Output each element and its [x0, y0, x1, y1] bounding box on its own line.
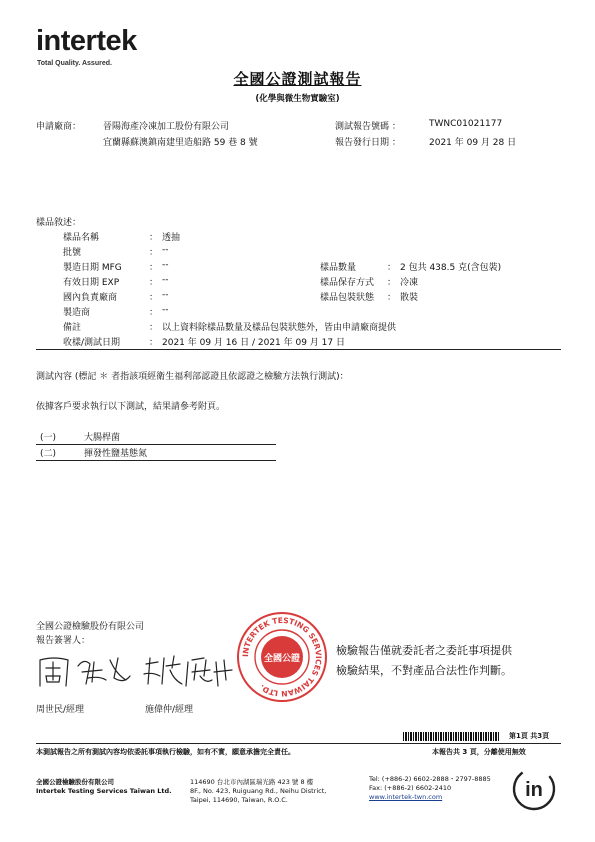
handwritten-signatures — [34, 650, 234, 692]
report-subtitle: (化學與微生物實驗室) — [255, 94, 340, 104]
footer-company-cn: 全國公證檢驗股份有限公司 — [36, 778, 114, 786]
applicant-label: 申請廠商： — [36, 122, 82, 132]
applicant-address: 宜蘭縣蘇澳鎮南建里造船路 59 巷 8 號 — [103, 138, 258, 148]
report-title: 全國公證測試報告 — [233, 70, 362, 88]
report-number-label: 測試報告號碼 ： — [335, 122, 401, 132]
sample-value: -- — [162, 290, 169, 300]
sample-colon: ： — [387, 293, 397, 303]
sample-value: -- — [162, 245, 169, 255]
intertek-logo: intertek — [36, 25, 137, 57]
section-divider — [36, 349, 561, 350]
sample-label: 有效日期 EXP — [63, 278, 120, 288]
sample-label: 製造日期 MFG — [63, 263, 122, 273]
responsibility-notice: 本測試報告之所有測試內容均依委託事項執行檢驗，如有不實，願意承擔完全責任。 — [36, 748, 295, 756]
sample-colon: ： — [149, 248, 159, 258]
sample-label: 樣品保存方式 — [320, 278, 375, 288]
test-item-divider — [36, 444, 276, 445]
signing-company: 全國公證檢驗股份有限公司 — [36, 622, 145, 632]
footer-tel: Tel: (+886-2) 6602-2888・2797-8885 — [369, 775, 491, 783]
sample-label: 備註 — [63, 323, 82, 333]
sample-label: 國內負責廠商 — [63, 293, 118, 303]
svg-text:in: in — [525, 779, 543, 801]
logo-tagline: Total Quality. Assured. — [37, 60, 112, 67]
sample-label: 樣品名稱 — [63, 233, 100, 243]
test-item-number: (二) — [40, 449, 57, 459]
test-note: 依據客戶要求執行以下測試，結果請參考附頁。 — [36, 402, 226, 412]
sample-colon: ： — [149, 308, 159, 318]
company-seal-stamp — [236, 611, 328, 703]
test-content-line: 測試內容 (標記 ＊ 者指該項經衛生福利部認證且依認證之檢驗方法執行測試)： — [36, 372, 349, 382]
sample-value: -- — [162, 275, 169, 285]
stamp-center-text: 全國公證 — [263, 654, 301, 664]
sample-value: 冷凍 — [400, 278, 419, 288]
disclaimer-line1: 檢驗報告僅就委託者之委託事項提供 — [336, 644, 512, 657]
report-date: 2021 年 09 月 28 日 — [429, 138, 517, 148]
footer-divider — [36, 743, 561, 744]
footer-company-en: Intertek Testing Services Taiwan Ltd. — [36, 787, 172, 795]
sample-colon: ： — [149, 323, 159, 333]
sample-heading: 樣品敘述： — [36, 218, 82, 228]
report-date-label: 報告發行日期 ： — [335, 138, 401, 148]
sample-colon: ： — [149, 233, 159, 243]
disclaimer-line2: 檢驗結果，不對產品合法性作判斷。 — [336, 664, 512, 677]
sample-value: 散裝 — [400, 293, 419, 303]
report-number: TWNC01021177 — [429, 119, 503, 129]
sample-value: 2 包共 438.5 克(含包裝) — [400, 263, 502, 273]
page-count-notice: 本報告共 3 頁，分離使用無效 — [432, 748, 526, 756]
sample-value: 2021 年 09 月 16 日 / 2021 年 09 月 17 日 — [162, 338, 345, 348]
sample-value: -- — [162, 260, 169, 270]
sample-colon: ： — [149, 293, 159, 303]
sample-value: -- — [162, 305, 169, 315]
barcode — [403, 732, 500, 741]
footer-address-cn: 114690 台北市內湖區瑞光路 423 號 8 樓 — [190, 778, 314, 786]
sample-label: 收樣/測試日期 — [63, 338, 121, 348]
sample-colon: ： — [387, 263, 397, 273]
sample-colon: ： — [387, 278, 397, 288]
sample-colon: ： — [149, 278, 159, 288]
applicant-name: 晉陽海產冷凍加工股份有限公司 — [103, 122, 230, 132]
test-item-name: 揮發性鹽基態氮 — [84, 449, 148, 459]
signer-name: 施偉仲/經理 — [145, 705, 194, 715]
stamp-ring-text: INTERTEK TESTING SERVICES TAIWAN LTD. — [240, 615, 324, 699]
footer-address-en1: 8F., No. 423, Ruiguang Rd., Neihu District, — [190, 787, 327, 795]
sample-label: 樣品包裝狀態 — [320, 293, 375, 303]
sample-label: 樣品數量 — [320, 263, 357, 273]
signer-name: 周世民/經理 — [36, 705, 85, 715]
sample-label: 製造商 — [63, 308, 91, 318]
page-number: 第1頁 共3頁 — [509, 732, 550, 740]
footer-website-link[interactable]: www.intertek-twn.com — [369, 793, 443, 801]
sample-colon: ： — [149, 263, 159, 273]
sample-label: 批號 — [63, 248, 82, 258]
test-item-divider — [36, 460, 276, 461]
test-item-name: 大腸桿菌 — [84, 433, 121, 443]
intertek-in-icon — [511, 766, 557, 812]
signer-label: 報告簽署人： — [36, 636, 91, 646]
footer-address-en2: Taipei, 114690, Taiwan, R.O.C. — [190, 796, 288, 804]
sample-value: 以上資料除樣品數量及樣品包裝狀態外，皆由申請廠商提供 — [162, 323, 397, 333]
footer-fax: Fax: (+886-2) 6602-2410 — [369, 784, 452, 792]
test-item-number: (一) — [40, 433, 57, 443]
sample-colon: ： — [149, 338, 159, 348]
sample-value: 透抽 — [162, 233, 181, 243]
